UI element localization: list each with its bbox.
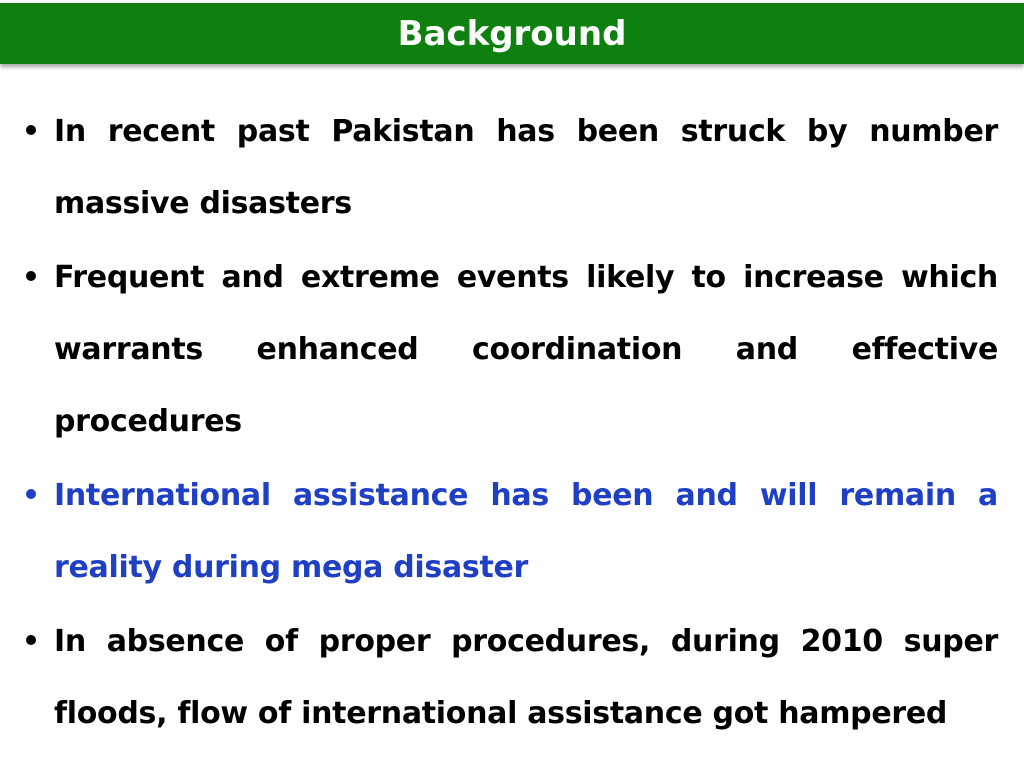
bullet-text-highlighted: International assistance has been and will remain a reality during mega disaster [54, 478, 998, 585]
bullet-dot-icon [26, 125, 36, 135]
bullet-dot-icon [26, 489, 36, 499]
bullet-text: In absence of proper procedures, during 2010 super floods, flow of international assistance got hampered [54, 624, 998, 731]
bullet-dot-icon [26, 271, 36, 281]
bullet-item [0, 96, 1024, 240]
bullet-item [0, 460, 1024, 604]
bullet-text: Frequent and extreme events likely to increase which warrants enhanced coordination and effective procedures [54, 260, 998, 439]
title-bar [0, 3, 1024, 64]
bullet-text: In recent past Pakistan has been struck by number massive disasters [54, 114, 998, 221]
bullet-item [0, 242, 1024, 458]
bullet-item [0, 606, 1024, 750]
slide-title: Background [397, 13, 627, 54]
bullet-list [0, 96, 1024, 752]
bullet-dot-icon [26, 635, 36, 645]
